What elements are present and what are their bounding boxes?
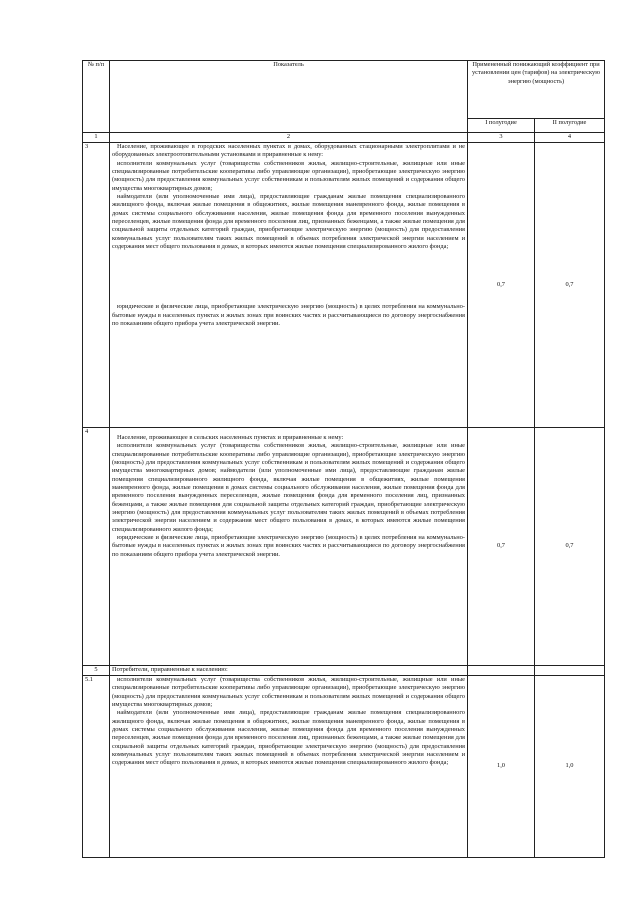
table-row — [83, 666, 605, 676]
numbering-cell-2: 2 — [110, 133, 468, 143]
row-indicator — [110, 676, 468, 858]
coef-half2: 0,7 — [535, 428, 605, 666]
row-indicator — [110, 143, 468, 428]
half1-header: I полугодие — [468, 119, 535, 133]
row-paragraph: наймодатели (или уполномоченные ими лица), предоставляющие гражданам жилые помещения специализированного жилищного фонда, включая жилые помещения в общежитиях, жилые помещения маневренного фонда, жилые помещения в домах системы социального обслуживания населения, жилые помещения фонда для временного поселения вынужденных переселенцев, жилые помещения фонда для временного поселения лиц, признанных беженцами, а также жилые помещения для социальной защиты отдельных категорий граждан, приобретающие электрическую энергию (мощность) для предоставления коммунальных услуг пользователям таких жилых помещений в объемах потребления электрической энергии населением и содержания мест общего пользования в домах, в которых имеются жилые помещения специализированного жилого фонда; — [112, 192, 465, 250]
coef-half1: 0,7 — [468, 428, 535, 666]
coef-half2: 1,0 — [535, 676, 605, 858]
row-paragraph: наймодатели (или уполномоченные ими лица), предоставляющие гражданам жилые помещения специализированного жилищного фонда, включая жилые помещения в общежитиях, жилые помещения маневренного фонда, жилые помещения в домах системы социального обслуживания населения, жилые помещения фонда для временного поселения вынужденных переселенцев, жилые помещения фонда для временного поселения лиц, признанных беженцами, а также жилые помещения для социальной защиты отдельных категорий граждан, приобретающие электрическую энергию (мощность) для предоставления коммунальных услуг пользователям таких жилых помещений в объемах потребления электрической энергии населением и содержания мест общего пользования в домах, в которых имеются жилые помещения специализированного жилого фонда; — [112, 709, 465, 767]
row-paragraph: Население, проживающее в городских населенных пунктах в домах, оборудованных стационарными электроплитами и не оборудованных электроотопительными установками и приравненные к нему: — [112, 143, 465, 159]
table-row — [83, 428, 605, 666]
coef-half1: 1,0 — [468, 676, 535, 858]
row-paragraph: юридические и физические лица, приобретающие электрическую энергию (мощность) в целях потребления на коммунально-бытовые нужды в населенных пунктах и жилых зонах при воинских частях и рассчитывающиеся по договору энергоснабжения по показаниям общего прибора учета электрической энергии. — [112, 533, 465, 558]
row-paragraph: исполнители коммунальных услуг (товарищества собственников жилья, жилищно-строительные, жилищные или иные специализированные потребительские кооперативы либо управляющие организации), приобретающие электрическую энергию (мощность) для предоставления коммунальных услуг собственникам и пользователям жилых помещений и содержания общего имущества многоквартирных домов; — [112, 159, 465, 192]
row-paragraph: исполнители коммунальных услуг (товарищества собственников жилья, жилищно-строительные, жилищные или иные специализированные потребительские кооперативы либо управляющие организации), приобретающие электрическую энергию (мощность) для предоставления коммунальных услуг собственникам и пользователям жилых помещений и содержания общего имущества многоквартирных домов; наймодатели (или уполномоченные ими лица), предоставляющие гражданам жилые помещения специализированного жилищного фонда, включая жилые помещения в общежитиях, жилые помещения маневренного фонда, жилые помещения в домах системы социального обслуживания населения, жилые помещения фонда для временного поселения вынужденных переселенцев, жилые помещения фонда для временного поселения лиц, признанных беженцами, а также жилые помещения для социальной защиты отдельных категорий граждан, приобретающие электрическую энергию (мощность) для предоставления коммунальных услуг пользователям таких жилых помещений в объемах потребления электрической энергии населением и содержания мест общего пользования в домах, в которых имеются жилые помещения специализированного жилого фонда; — [112, 442, 465, 533]
tariff-table — [82, 60, 605, 858]
numbering-cell-3: 3 — [468, 133, 535, 143]
table-row — [83, 676, 605, 858]
coef-half1 — [468, 666, 535, 676]
row-number: 4 — [83, 428, 110, 666]
numbering-cell-4: 4 — [535, 133, 605, 143]
col-indicator-header: Показатель — [110, 61, 468, 133]
numbering-row — [83, 133, 605, 143]
row-indicator: Потребители, приравненные к населению: — [110, 666, 468, 676]
table-row — [83, 143, 605, 428]
row-indicator — [110, 428, 468, 666]
row-number: 3 — [83, 143, 110, 428]
row-paragraph: исполнители коммунальных услуг (товарищества собственников жилья, жилищно-строительные, жилищные или иные специализированные потребительские кооперативы либо управляющие организации), приобретающие электрическую энергию (мощность) для предоставления коммунальных услуг собственникам и пользователям жилых помещений и содержания общего имущества многоквартирных домов; — [112, 676, 465, 708]
numbering-cell-1: 1 — [83, 133, 110, 143]
coef-half2: 0,7 — [535, 143, 605, 428]
coef-half2 — [535, 666, 605, 676]
half2-header: II полугодие — [535, 119, 605, 133]
row-number: 5.1 — [83, 676, 110, 858]
header-row — [83, 61, 605, 119]
row-paragraph: юридические и физические лица, приобретающие электрическую энергию (мощность) в целях потребления на коммунально-бытовые нужды в населенных пунктах и жилых зонах при воинских частях и рассчитывающиеся по договору энергоснабжения по показаниям общего прибора учета электрической энергии. — [112, 303, 465, 327]
row-paragraph: Население, проживающее в сельских населенных пунктах и приравненные к нему: — [117, 434, 344, 441]
col-num-header: № п/п — [83, 61, 110, 133]
col-coef-header: Примененный понижающий коэффициент при установлении цен (тарифов) на электрическую энергию (мощность) — [468, 61, 605, 119]
row-number: 5 — [83, 666, 110, 676]
coef-half1: 0,7 — [468, 143, 535, 428]
